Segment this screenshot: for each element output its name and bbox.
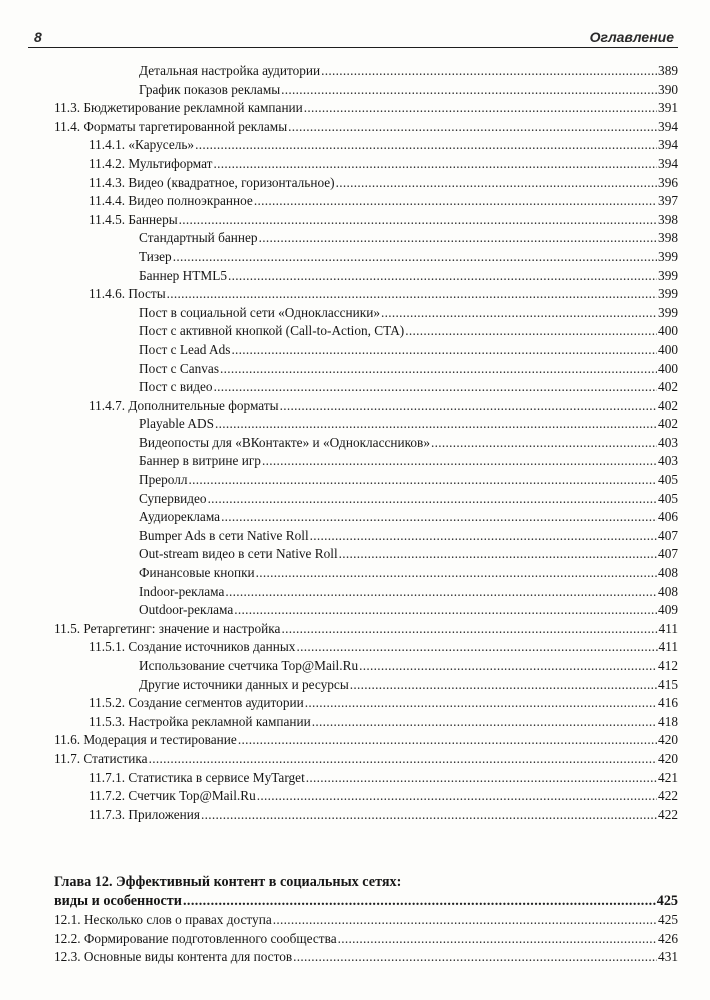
- chapter-page-number: 425: [656, 893, 678, 909]
- dot-leader: [350, 676, 657, 695]
- dot-leader: [293, 948, 657, 967]
- toc-entry-page: 403: [658, 434, 678, 450]
- toc-entry: [54, 508, 678, 527]
- dot-leader: [431, 434, 657, 453]
- page-header: [28, 26, 678, 46]
- dot-leader: [149, 750, 657, 769]
- toc-entry: [54, 285, 678, 304]
- dot-leader: [321, 62, 657, 81]
- toc-entry-page: 420: [658, 732, 678, 748]
- toc-entry-page: 398: [658, 230, 678, 246]
- dot-leader: [195, 136, 657, 155]
- toc-entry-title: Баннер HTML5: [139, 267, 227, 283]
- toc-entry-page: 400: [658, 323, 678, 339]
- toc-entry-title: Стандартный баннер: [139, 230, 258, 246]
- toc-entry-page: 399: [658, 248, 678, 264]
- dot-leader: [208, 490, 657, 509]
- toc-entry-page: 426: [658, 930, 678, 946]
- toc-entry-title: 11.4.2. Мультиформат: [89, 155, 213, 171]
- toc-entry-title: 11.3. Бюджетирование рекламной кампании: [54, 100, 303, 116]
- toc-entry-title: Bumper Ads в сети Native Roll: [139, 527, 309, 543]
- toc-entry: [54, 911, 678, 930]
- dot-leader: [213, 155, 657, 174]
- dot-leader: [183, 892, 656, 911]
- toc-entry: [54, 490, 678, 509]
- dot-leader: [304, 99, 657, 118]
- toc-entry-title: Детальная настройка аудитории: [139, 63, 321, 78]
- dot-leader: [220, 360, 657, 379]
- dot-leader: [281, 81, 657, 100]
- dot-leader: [225, 583, 657, 602]
- toc-entry-title: 11.5.3. Настройка рекламной кампании: [89, 713, 311, 729]
- toc-entry-page: 397: [658, 193, 678, 209]
- dot-leader: [215, 415, 657, 434]
- toc-entry: [54, 638, 678, 657]
- toc-entry-page: 394: [658, 137, 678, 153]
- toc-entry-page: 421: [658, 769, 678, 785]
- page-number: 8: [34, 29, 42, 45]
- toc-entry-page: 399: [658, 304, 678, 320]
- toc-entry-title: Пост с Lead Ads: [139, 341, 231, 357]
- toc-entry-page: 400: [658, 360, 678, 376]
- chapter-heading: [54, 873, 678, 911]
- toc-entry: [54, 174, 678, 193]
- toc-entry-page: 405: [658, 490, 678, 506]
- toc-entry: [54, 527, 678, 546]
- toc-entry-page: 415: [658, 676, 678, 692]
- toc-entry-page: 411: [658, 620, 678, 636]
- toc-entry-title: 11.4.7. Дополнительные форматы: [89, 397, 279, 413]
- toc-entry-title: Преролл: [139, 472, 188, 488]
- toc-entry-page: 394: [658, 118, 678, 134]
- toc-entry-title: 12.2. Формирование подготовленного сообщества: [54, 930, 337, 946]
- toc-entry-page: 422: [658, 806, 678, 822]
- toc-entry-page: 402: [658, 397, 678, 413]
- dot-leader: [189, 471, 658, 490]
- toc-entry-title: Indoor-реклама: [139, 583, 225, 599]
- toc-entry-page: 402: [658, 416, 678, 432]
- dot-leader: [339, 545, 657, 564]
- toc-entry-title: Out-stream видео в сети Native Roll: [139, 546, 338, 562]
- toc-entry: [54, 769, 678, 788]
- toc-entry: [54, 750, 678, 769]
- toc-entry-title: 11.7.3. Приложения: [89, 806, 200, 822]
- dot-leader: [310, 527, 657, 546]
- toc-entry-title: Outdoor-реклама: [139, 602, 234, 618]
- toc-entry-title: График показов рекламы: [139, 81, 281, 97]
- toc-entry-title: Другие источники данных и ресурсы: [139, 676, 349, 692]
- toc-entry: [54, 731, 678, 750]
- toc-entry-page: 418: [658, 713, 678, 729]
- toc-entry-page: 431: [658, 949, 678, 965]
- running-title: Оглавление: [589, 29, 674, 45]
- table-of-contents: [54, 62, 678, 824]
- toc-entry-title: Супервидео: [139, 490, 207, 506]
- toc-entry: [54, 564, 678, 583]
- dot-leader: [234, 601, 657, 620]
- toc-entry: [54, 99, 678, 118]
- toc-entry-page: 394: [658, 155, 678, 171]
- toc-entry-title: Видеопосты для «ВКонтакте» и «Одноклассников»: [139, 434, 430, 450]
- toc-entry-title: 11.6. Модерация и тестирование: [54, 732, 237, 748]
- toc-entry-title: 11.4.6. Посты: [89, 286, 166, 302]
- dot-leader: [231, 341, 657, 360]
- toc-entry: [54, 415, 678, 434]
- dot-leader: [214, 378, 657, 397]
- toc-entry: [54, 452, 678, 471]
- toc-entry-title: 11.4.5. Баннеры: [89, 211, 178, 227]
- dot-leader: [167, 285, 657, 304]
- dot-leader: [257, 787, 657, 806]
- toc-entry-page: 403: [658, 453, 678, 469]
- toc-entry: [54, 118, 678, 137]
- toc-entry: [54, 211, 678, 230]
- toc-entry-title: Пост с видео: [139, 379, 213, 395]
- toc-entry-title: 11.7.1. Статистика в сервисе MyTarget: [89, 769, 305, 785]
- toc-entry-page: 425: [658, 912, 678, 927]
- toc-entry-title: Финансовые кнопки: [139, 565, 255, 581]
- toc-entry: [54, 620, 678, 639]
- toc-entry: [54, 81, 678, 100]
- toc-entry: [54, 657, 678, 676]
- toc-entry: [54, 806, 678, 825]
- toc-entry-title: Баннер в витрине игр: [139, 453, 261, 469]
- toc-entry-page: 408: [658, 583, 678, 599]
- toc-entry-page: 409: [658, 602, 678, 618]
- dot-leader: [228, 267, 657, 286]
- toc-entry-page: 406: [658, 509, 678, 525]
- dot-leader: [336, 174, 657, 193]
- dot-leader: [221, 508, 657, 527]
- toc-entry-title: Аудиореклама: [139, 509, 221, 525]
- toc-entry-page: 399: [658, 267, 678, 283]
- toc-entry: [54, 248, 678, 267]
- toc-entry: [54, 434, 678, 453]
- dot-leader: [405, 322, 657, 341]
- toc-entry-title: Тизер: [139, 248, 172, 264]
- dot-leader: [305, 694, 657, 713]
- toc-entry-page: 400: [658, 341, 678, 357]
- toc-entry-title: Playable ADS: [139, 416, 214, 432]
- toc-entry: [54, 267, 678, 286]
- toc-entry-title: 11.5.2. Создание сегментов аудитории: [89, 695, 304, 711]
- dot-leader: [359, 657, 657, 676]
- toc-entry-title: 12.3. Основные виды контента для постов: [54, 949, 293, 965]
- toc-entry: [54, 601, 678, 620]
- toc-entry: [54, 694, 678, 713]
- toc-entry-page: 407: [658, 546, 678, 562]
- toc-entry-page: 390: [658, 81, 678, 97]
- toc-entry: [54, 471, 678, 490]
- toc-entry: [54, 713, 678, 732]
- dot-leader: [262, 452, 657, 471]
- toc-entry-page: 389: [658, 63, 678, 78]
- toc-entry-title: Использование счетчика Top@Mail.Ru: [139, 658, 359, 673]
- toc-entry-title: 11.7. Статистика: [54, 750, 148, 766]
- toc-entry: [54, 322, 678, 341]
- toc-entry: [54, 360, 678, 379]
- toc-entry: [54, 192, 678, 211]
- toc-entry-page: 399: [658, 286, 678, 302]
- dot-leader: [254, 192, 657, 211]
- dot-leader: [273, 911, 657, 930]
- toc-entry: [54, 397, 678, 416]
- chapter-title-line1: Глава 12. Эффективный контент в социальных сетях:: [54, 874, 402, 890]
- dot-leader: [173, 248, 657, 267]
- toc-entry-title: 11.5.1. Создание источников данных: [89, 639, 296, 655]
- toc-entry-title: Пост с активной кнопкой (Call-to-Action, CTA): [139, 323, 405, 339]
- toc-entry: [54, 948, 678, 967]
- toc-entry-page: 411: [658, 639, 678, 655]
- toc-entry-page: 396: [658, 174, 678, 190]
- dot-leader: [281, 620, 657, 639]
- toc-entry-title: 11.4.4. Видео полноэкранное: [89, 193, 253, 209]
- toc-entry-page: 408: [658, 565, 678, 581]
- toc-entry-page: 402: [658, 379, 678, 395]
- dot-leader: [238, 731, 657, 750]
- toc-entry-page: 420: [658, 750, 678, 766]
- toc-entry: [54, 304, 678, 323]
- dot-leader: [179, 211, 657, 230]
- toc-entry: [54, 341, 678, 360]
- toc-entry-title: 11.4. Форматы таргетированной рекламы: [54, 118, 288, 134]
- toc-entry-page: 405: [658, 472, 678, 488]
- dot-leader: [312, 713, 657, 732]
- dot-leader: [288, 118, 657, 137]
- toc-entry-title: 11.5. Ретаргетинг: значение и настройка: [54, 620, 281, 636]
- toc-entry-title: Пост в социальной сети «Одноклассники»: [139, 304, 381, 320]
- dot-leader: [338, 930, 657, 949]
- dot-leader: [296, 638, 657, 657]
- toc-entry-title: 11.7.2. Счетчик Top@Mail.Ru: [89, 788, 256, 804]
- dot-leader: [306, 769, 657, 788]
- dot-leader: [256, 564, 657, 583]
- chapter-title-entry: [54, 892, 678, 911]
- dot-leader: [201, 806, 657, 825]
- toc-entry-title: Пост с Canvas: [139, 360, 219, 376]
- toc-entry: [54, 930, 678, 949]
- toc-entry: [54, 155, 678, 174]
- toc-entry-title: 12.1. Несколько слов о правах доступа: [54, 912, 272, 927]
- toc-entry: [54, 545, 678, 564]
- toc-entry-title: 11.4.1. «Карусель»: [89, 137, 195, 153]
- chapter-title-line2: виды и особенности: [54, 893, 182, 909]
- toc-entry: [54, 229, 678, 248]
- dot-leader: [381, 304, 657, 323]
- dot-leader: [259, 229, 657, 248]
- toc-entry: [54, 583, 678, 602]
- toc-entry-page: 422: [658, 788, 678, 804]
- toc-entry: [54, 787, 678, 806]
- header-rule: [28, 47, 678, 48]
- toc-entry-page: 407: [658, 527, 678, 543]
- toc-entry-page: 412: [658, 658, 678, 673]
- toc-entry: [54, 378, 678, 397]
- toc-entry: [54, 136, 678, 155]
- chapter-sections: [54, 911, 678, 967]
- toc-entry-page: 416: [658, 695, 678, 711]
- toc-entry-page: 391: [658, 100, 678, 116]
- toc-entry: [54, 676, 678, 695]
- toc-entry-page: 398: [658, 211, 678, 227]
- toc-entry: [54, 62, 678, 81]
- dot-leader: [280, 397, 657, 416]
- toc-entry-title: 11.4.3. Видео (квадратное, горизонтальное): [89, 174, 335, 190]
